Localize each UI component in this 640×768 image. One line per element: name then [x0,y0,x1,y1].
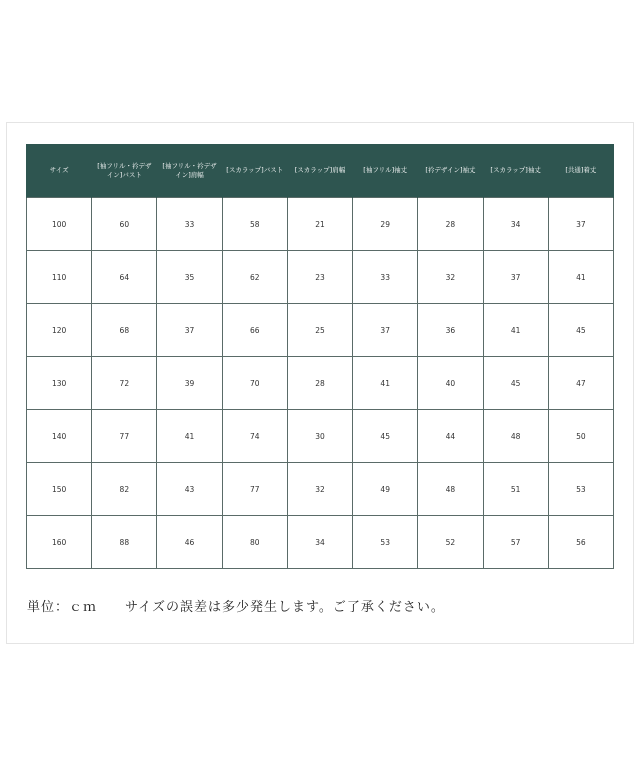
table-row [27,304,614,357]
table-cell: 58 [222,198,287,251]
table-cell: 66 [222,304,287,357]
table-cell: 57 [483,516,548,569]
header-frill-collar-shoulder: [袖フリル・衿デザイン]肩幅 [157,144,222,198]
table-row [27,516,614,569]
header-scallop-sleeve: [スカラップ]袖丈 [483,144,548,198]
table-cell: 39 [157,357,222,410]
header-scallop-bust: [スカラップ]バスト [222,144,287,198]
table-cell: 37 [353,304,418,357]
table-cell: 44 [418,410,483,463]
table-cell: 28 [287,357,352,410]
table-cell: 51 [483,463,548,516]
header-frill-sleeve: [袖フリル]袖丈 [353,144,418,198]
unit-note: 単位：ｃｍ サイズの誤差は多少発生します。ご了承ください。 [27,600,445,615]
table-row [27,357,614,410]
table-cell: 48 [483,410,548,463]
table-header-row [27,144,614,198]
table-cell: 35 [157,251,222,304]
table-cell: 21 [287,198,352,251]
table-cell: 88 [92,516,157,569]
table-cell: 41 [353,357,418,410]
table-cell: 33 [157,198,222,251]
table-row [27,463,614,516]
table-cell: 36 [418,304,483,357]
table-cell: 160 [27,516,92,569]
table-cell: 100 [27,198,92,251]
header-scallop-shoulder: [スカラップ]肩幅 [287,144,352,198]
table-row [27,410,614,463]
table-cell: 45 [483,357,548,410]
table-cell: 130 [27,357,92,410]
table-cell: 77 [222,463,287,516]
table-cell: 37 [157,304,222,357]
table-cell: 60 [92,198,157,251]
table-cell: 48 [418,463,483,516]
table-cell: 140 [27,410,92,463]
table-cell: 68 [92,304,157,357]
table-cell: 52 [418,516,483,569]
table-cell: 47 [548,357,613,410]
table-row [27,198,614,251]
table-cell: 64 [92,251,157,304]
table-cell: 82 [92,463,157,516]
table-cell: 77 [92,410,157,463]
table-cell: 150 [27,463,92,516]
table-cell: 72 [92,357,157,410]
table-cell: 41 [157,410,222,463]
table-cell: 37 [548,198,613,251]
table-cell: 80 [222,516,287,569]
table-cell: 41 [548,251,613,304]
table-cell: 40 [418,357,483,410]
table-cell: 23 [287,251,352,304]
table-cell: 32 [287,463,352,516]
table-cell: 45 [548,304,613,357]
table-cell: 30 [287,410,352,463]
table-cell: 56 [548,516,613,569]
table-cell: 43 [157,463,222,516]
table-cell: 74 [222,410,287,463]
table-cell: 70 [222,357,287,410]
table-row [27,251,614,304]
table-cell: 41 [483,304,548,357]
table-cell: 46 [157,516,222,569]
table-cell: 53 [548,463,613,516]
header-common-length: [共通]着丈 [548,144,613,198]
table-cell: 45 [353,410,418,463]
table-cell: 37 [483,251,548,304]
header-collar-sleeve: [衿デザイン]袖丈 [418,144,483,198]
header-frill-collar-bust: [袖フリル・衿デザイン]バスト [92,144,157,198]
table-cell: 49 [353,463,418,516]
table-cell: 33 [353,251,418,304]
table-cell: 25 [287,304,352,357]
table-cell: 28 [418,198,483,251]
table-cell: 62 [222,251,287,304]
table-cell: 110 [27,251,92,304]
table-cell: 34 [483,198,548,251]
size-table [26,144,614,569]
table-cell: 53 [353,516,418,569]
table-cell: 29 [353,198,418,251]
table-cell: 32 [418,251,483,304]
table-cell: 34 [287,516,352,569]
table-cell: 120 [27,304,92,357]
header-size: サイズ [27,144,92,198]
table-cell: 50 [548,410,613,463]
